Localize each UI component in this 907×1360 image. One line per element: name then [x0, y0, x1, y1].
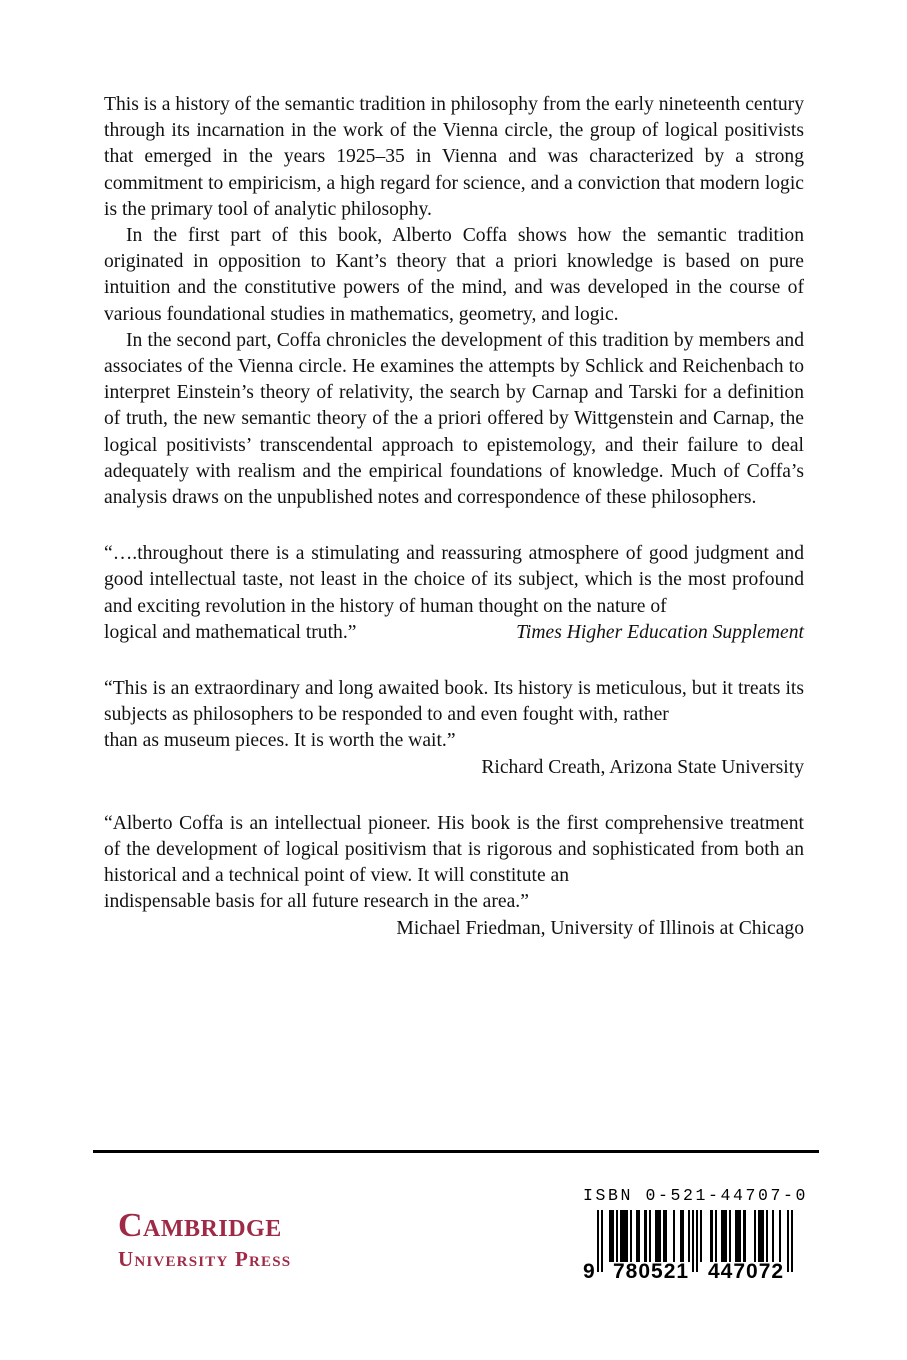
blurb-paragraph-2: In the first part of this book, Alberto Coffa shows how the semantic tradition originated in opposition to Kant’s theory that a priori knowledge is based on pure intuition and the constitutive powers of the mind, and was developed in the course of various foundational studies in mathematics, geometry, and logic. — [104, 225, 804, 325]
blurb-paragraph-1: This is a history of the semantic tradition in philosophy from the early nineteenth century through its incarnation in the work of the Vienna circle, the group of logical positivists that emerged in the years 1925–35 in Vienna and was characterized by a strong commitment to empiricism, a high regard for science, and a conviction that modern logic is the primary tool of analytic philosophy. — [104, 94, 804, 220]
cambridge-university-press-logo — [118, 1208, 291, 1271]
barcode-block — [583, 1186, 807, 1292]
blurb-paragraph-3: In the second part, Coffa chronicles the development of this tradition by members and associates of the Vienna circle. He examines the attempts by Schlick and Reichenbach to interpret Einstein’s theory of relativity, the search by Carnap and Tarski for a definition of truth, the new semantic theory of the a priori offered by Wittgenstein and Carnap, the logical positivists’ transcendental approach to epistemology, and their failure to deal adequately with realism and the empirical foundations of knowledge. Much of Coffa’s analysis draws on the unpublished notes and correspondence of these philosophers. — [104, 329, 804, 509]
review-1-body-last: logical and mathematical truth.” — [104, 621, 357, 643]
review-quote-3 — [104, 811, 804, 942]
spacer — [104, 511, 804, 541]
spacer — [104, 646, 804, 676]
review-3-attribution: Michael Friedman, University of Illinois at Chicago — [396, 917, 804, 939]
barcode-digits-left: 780521 — [613, 1260, 690, 1283]
blurb-section — [104, 92, 804, 511]
review-2-body-last: than as museum pieces. It is worth the wait.” — [104, 730, 456, 752]
footer-divider — [93, 1150, 819, 1153]
barcode-digits-right: 447072 — [708, 1260, 785, 1283]
review-1-body: “….throughout there is a stimulating and reassuring atmosphere of good judgment and good intellectual taste, not least in the choice of its subject, which is the most profound and exciting revolution in the history of human thought on the nature of — [104, 543, 804, 617]
barcode-digit-first: 9 — [583, 1260, 596, 1283]
review-3-body: “Alberto Coffa is an intellectual pioneer. His book is the first comprehensive treatment of the development of logical positivism that is rigorous and sophisticated from both an historical and a technical point of view. It will constitute an — [104, 812, 804, 887]
review-quote-2 — [104, 676, 804, 781]
ean13-barcode — [583, 1210, 807, 1292]
spacer — [104, 781, 804, 811]
publisher-subtitle: University Press — [118, 1247, 292, 1271]
review-2-attribution: Richard Creath, Arizona State University — [481, 756, 804, 778]
review-quote-1 — [104, 541, 804, 646]
review-2-body: “This is an extraordinary and long awaited book. Its history is meticulous, but it treats its subjects as philosophers to be responded to and even fought with, rather — [104, 678, 804, 726]
isbn-label: ISBN 0-521-44707-0 — [583, 1186, 809, 1205]
review-3-body-last: indispensable basis for all future research in the area.” — [104, 891, 529, 913]
review-1-last-line-row — [104, 620, 804, 646]
cover-text-column — [104, 92, 804, 942]
publisher-name: Cambridge — [118, 1207, 282, 1244]
barcode-digits — [583, 1260, 807, 1286]
review-1-attribution: Times Higher Education Supplement — [516, 621, 804, 643]
